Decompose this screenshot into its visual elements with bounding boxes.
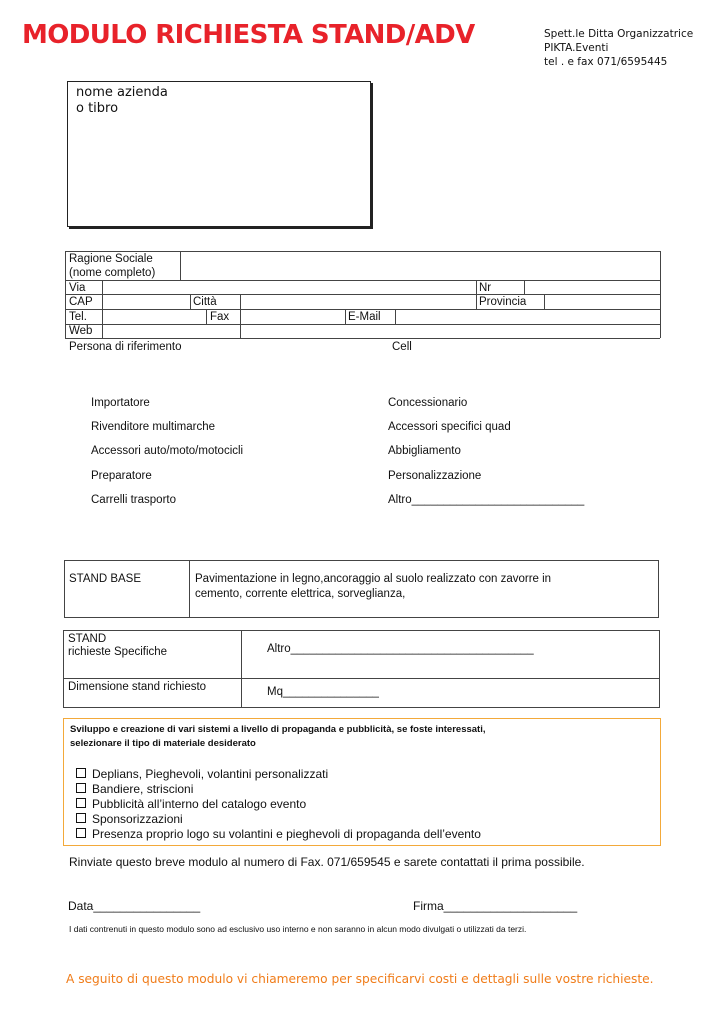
nr-label: Nr [479,282,492,294]
table-line [190,294,191,309]
cell-label: Cell [392,341,412,353]
page-title: MODULO RICHIESTA STAND/ADV [22,20,475,50]
category-option-altro[interactable]: Altro___________________________ [388,494,585,506]
checkbox-icon[interactable] [76,813,86,823]
promo-option-label: Pubblicità all’interno del catalogo evento [92,797,307,811]
stand-specific-box [63,630,660,708]
table-line [476,280,477,294]
logo-box-label-line: nome azienda [76,85,168,100]
promo-option-label: Bandiere, striscioni [92,782,194,796]
logo-box-label [76,85,168,117]
promotion-box [63,718,661,846]
fax-label: Fax [210,311,230,323]
category-option[interactable]: Carrelli trasporto [91,494,176,506]
fax-field[interactable] [241,310,344,323]
fax-note: Rinviate questo breve modulo al numero di Fax. 071/659545 e sarete contattati il prima possibile. [69,855,585,869]
citta-field[interactable] [241,295,475,308]
ragione-sociale-sublabel: (nome completo) [69,267,156,279]
provincia-field[interactable] [545,295,659,308]
table-line [206,309,207,324]
category-option[interactable]: Abbigliamento [388,445,461,457]
tel-field[interactable] [103,310,205,323]
via-label: Via [69,282,86,294]
nr-field[interactable] [525,281,659,293]
category-option[interactable]: Personalizzazione [388,470,482,482]
promo-option-checkbox[interactable] [76,782,193,796]
ragione-sociale-field[interactable] [181,252,659,279]
stand-base-description: cemento, corrente elettrica, sorveglianza, [195,588,406,600]
logo-box-label-line: o tibro [76,101,119,116]
table-line [241,631,242,707]
promo-option-label: Deplians, Pieghevoli, volantini personalizzati [92,767,329,781]
stand-specific-label: STAND [68,633,107,645]
checkbox-icon[interactable] [76,798,86,808]
dimension-label: Dimensione stand richiesto [68,681,207,693]
promo-option-checkbox[interactable] [76,767,328,781]
checkbox-icon[interactable] [76,783,86,793]
mq-field[interactable]: Mq_______________ [267,686,379,698]
checkbox-icon[interactable] [76,768,86,778]
cap-label: CAP [69,296,93,308]
promo-option-checkbox[interactable] [76,827,481,841]
table-line [65,338,660,339]
cap-field[interactable] [103,295,189,308]
via-field[interactable] [103,281,475,293]
address-line: PIKTA.Eventi [544,42,609,54]
tel-label: Tel. [69,311,87,323]
web-label: Web [69,325,93,337]
address-line: tel . e fax 071/6595445 [544,56,668,68]
ragione-sociale-label: Ragione Sociale [69,253,153,265]
promo-option-label: Sponsorizzazioni [92,812,183,826]
category-option[interactable]: Importatore [91,397,150,409]
address-line: Spett.le Ditta Organizzatrice [544,28,694,40]
table-line [189,561,190,617]
email-field[interactable] [396,310,659,323]
stand-altro-field[interactable]: Altro______________________________________ [267,643,534,655]
recipient-address [544,27,693,69]
promo-option-checkbox[interactable] [76,797,306,811]
table-line [660,251,661,338]
category-option[interactable]: Accessori auto/moto/motocicli [91,445,244,457]
persona-riferimento-label: Persona di riferimento [69,341,182,353]
email-label: E-Mail [348,311,381,323]
promotion-intro [70,723,486,751]
promotion-intro-line: selezionare il tipo di materiale desiderato [70,738,256,749]
promo-option-label: Presenza proprio logo su volantini e pieghevoli di propaganda dell’evento [92,827,481,841]
date-field[interactable]: Data________________ [68,899,201,913]
stand-specific-label: richieste Specifiche [68,646,168,658]
signature-field[interactable]: Firma____________________ [413,899,578,913]
table-line [345,309,346,324]
web-field[interactable] [241,325,659,337]
category-option[interactable]: Concessionario [388,397,468,409]
company-logo-box[interactable] [67,81,371,227]
footer-message: A seguito di questo modulo vi chiameremo per specificarvi costi e dettagli sulle vostre richieste. [66,972,654,986]
privacy-notice: I dati contrenuti in questo modulo sono ad esclusivo uso interno e non saranno in alcun modo divulgati o utilizzati da terzi. [69,924,527,934]
promotion-intro-line: Sviluppo e creazione di vari sistemi a livello di propaganda e pubblicità, se foste interessati, [70,724,486,735]
category-option[interactable]: Preparatore [91,470,152,482]
table-line [476,294,477,309]
checkbox-icon[interactable] [76,828,86,838]
promo-option-checkbox[interactable] [76,812,183,826]
stand-base-label: STAND BASE [69,573,141,585]
provincia-label: Provincia [479,296,527,308]
category-option[interactable]: Rivenditore multimarche [91,421,215,433]
table-line [65,251,66,338]
category-option[interactable]: Accessori specifici quad [388,421,511,433]
stand-base-description: Pavimentazione in legno,ancoraggio al suolo realizzato con zavorre in [195,573,552,585]
stand-base-box [64,560,659,618]
citta-label: Città [193,296,217,308]
table-line [64,678,659,679]
